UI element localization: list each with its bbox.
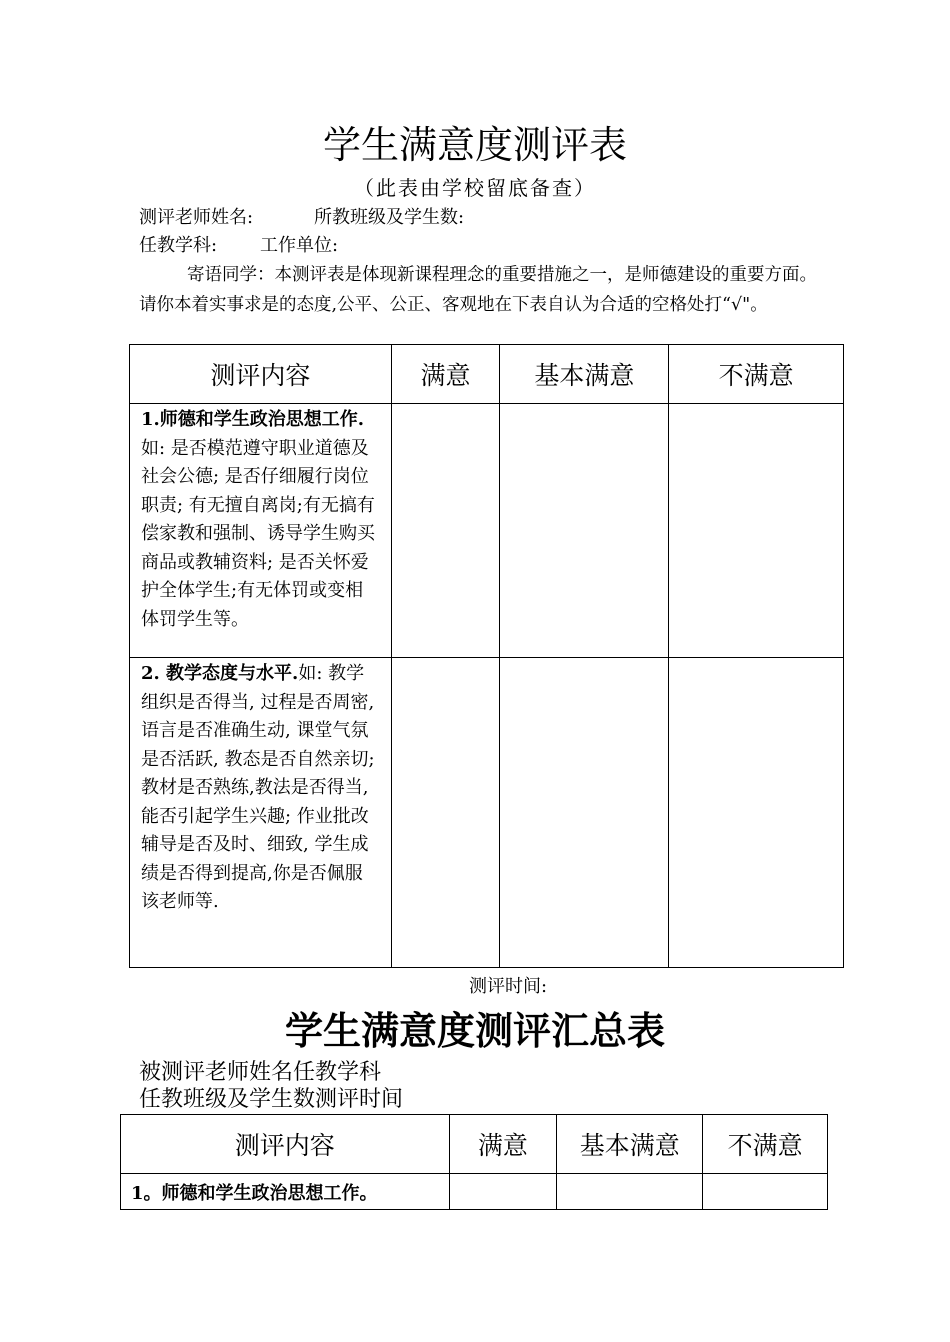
summary-basically-satisfied-cell[interactable] (557, 1174, 703, 1210)
subject-label: 任教学科: (139, 235, 218, 256)
table-header-row (130, 345, 844, 404)
row-description: 如: 是否模范遵守职业道德及社会公德; 是否仔细履行岗位职责; 有无擅自离岗;有无搞有偿家教和强制、诱导学生购买商品或教辅资料; 是否关怀爱护全体学生;有无体罚或变相体罚学生等。 (141, 437, 375, 630)
row-content-cell (130, 404, 392, 658)
evaluation-table (129, 344, 844, 968)
work-unit-label: 工作单位: (260, 235, 339, 256)
summary-header-content: 测评内容 (121, 1115, 450, 1174)
row-description: 如: 教学组织是否得当, 过程是否周密, 语言是否准确生动, 课堂气氛是否活跃, 教态是否自然亲切; 教材是否熟练,教法是否得当,能否引起学生兴趣; 作业批改辅导是否及时、细致, 学生成绩是否得到提高,你是否佩服该老师等. (141, 663, 375, 912)
summary-class-time-line: 任教班级及学生数测评时间 (139, 1086, 403, 1115)
header-content: 测评内容 (130, 345, 392, 404)
satisfied-checkbox-cell[interactable] (391, 404, 500, 658)
form-subtitle: （此表由学校留底备查） (354, 176, 596, 200)
basically-satisfied-checkbox-cell[interactable] (500, 658, 669, 968)
summary-table (120, 1114, 828, 1210)
header-satisfied: 满意 (391, 345, 500, 404)
summary-row (121, 1174, 828, 1210)
evaluation-time-label: 测评时间: (468, 976, 548, 997)
table-row (130, 404, 844, 658)
header-basically-satisfied: 基本满意 (500, 345, 669, 404)
header-not-satisfied: 不满意 (669, 345, 844, 404)
summary-not-satisfied-cell[interactable] (703, 1174, 828, 1210)
not-satisfied-checkbox-cell[interactable] (669, 658, 844, 968)
basically-satisfied-checkbox-cell[interactable] (500, 404, 669, 658)
row-heading: 1.师德和学生政治思想工作. (141, 409, 365, 430)
summary-satisfied-cell[interactable] (449, 1174, 557, 1210)
intro-paragraph (139, 260, 819, 320)
not-satisfied-checkbox-cell[interactable] (669, 404, 844, 658)
summary-row-content: 1。师德和学生政治思想工作。 (121, 1174, 450, 1210)
satisfied-checkbox-cell[interactable] (391, 658, 500, 968)
summary-header-satisfied: 满意 (449, 1115, 557, 1174)
intro-text: 寄语同学：本测评表是体现新课程理念的重要措施之一，是师德建设的重要方面。请你本着实事求是的态度,公平、公正、客观地在下表自认为合适的空格处打“√"。 (139, 265, 817, 315)
form-title: 学生满意度测评表 (322, 123, 627, 167)
table-row (130, 658, 844, 968)
row-content-cell (130, 658, 392, 968)
class-count-label: 所教班级及学生数: (314, 207, 465, 228)
summary-title: 学生满意度测评汇总表 (284, 1008, 665, 1053)
summary-header-row (121, 1115, 828, 1174)
row-heading: 2. 教学态度与水平. (141, 663, 299, 684)
summary-header-basically-satisfied: 基本满意 (557, 1115, 703, 1174)
summary-teacher-subject-line: 被测评老师姓名任教学科 (139, 1060, 382, 1085)
teacher-name-label: 测评老师姓名: (139, 207, 254, 228)
summary-header-not-satisfied: 不满意 (703, 1115, 828, 1174)
